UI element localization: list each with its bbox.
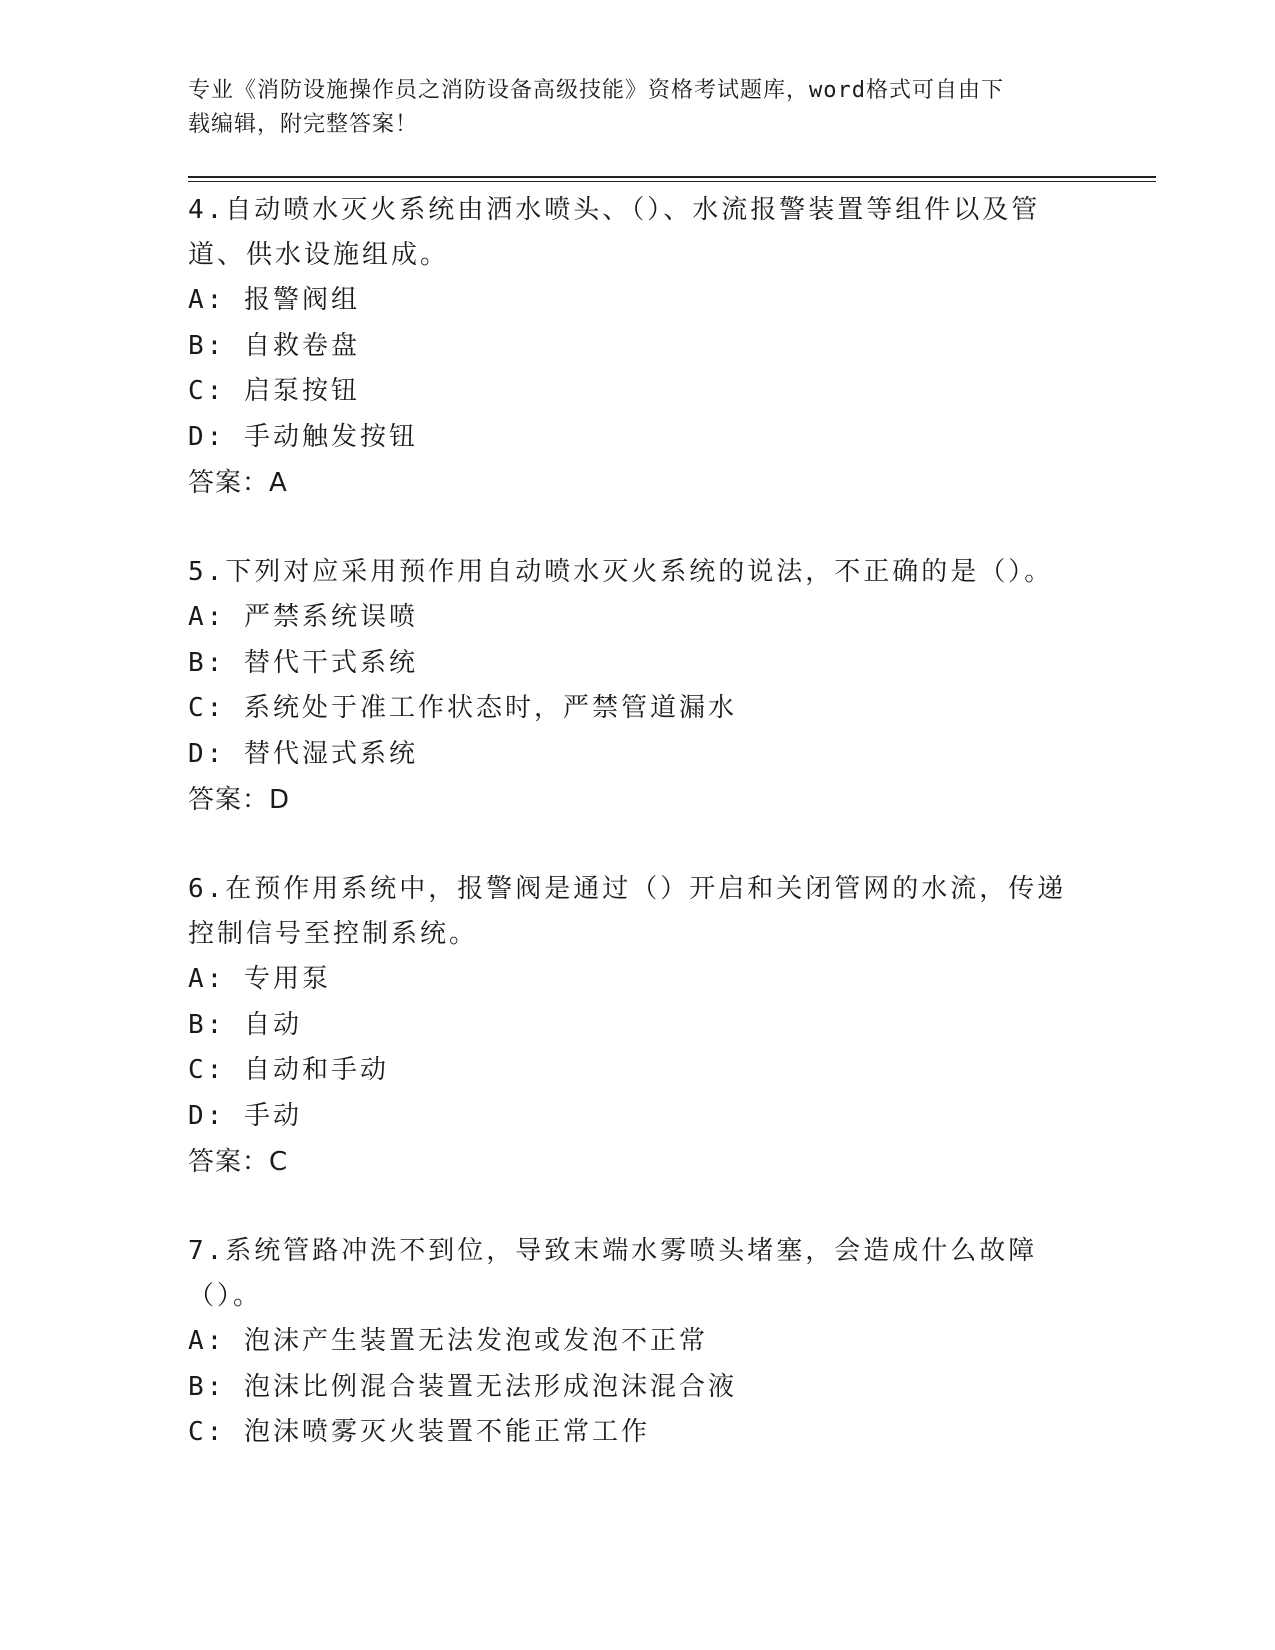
answer-line: 答案：D bbox=[188, 785, 291, 815]
option-b: B: 泡沫比例混合装置无法形成泡沫混合液 bbox=[188, 1371, 737, 1402]
answer-line: 答案：C bbox=[188, 1147, 289, 1177]
option-c: C: 自动和手动 bbox=[188, 1055, 389, 1085]
option-b: B: 自救卷盘 bbox=[188, 330, 360, 361]
header-divider-thin bbox=[188, 181, 1156, 182]
option-c: C: 泡沫喷雾灭火装置不能正常工作 bbox=[188, 1417, 650, 1447]
header-line-1: 专业《消防设施操作员之消防设备高级技能》资格考试题库，word格式可自由下 bbox=[188, 78, 1004, 103]
question-text: 4.自动喷水灭火系统由洒水喷头、（）、水流报警装置等组件以及管道、供水设施组成。 bbox=[188, 195, 1041, 270]
option-a: A: 严禁系统误喷 bbox=[188, 602, 418, 632]
answer-line: 答案：A bbox=[188, 468, 288, 498]
question-text: 5.下列对应采用预作用自动喷水灭火系统的说法，不正确的是（）。 bbox=[188, 557, 1054, 587]
option-d: D: 替代湿式系统 bbox=[188, 738, 418, 769]
option-d: D: 手动 bbox=[188, 1100, 302, 1131]
option-d: D: 手动触发按钮 bbox=[188, 421, 418, 452]
question-5 bbox=[188, 550, 1068, 823]
option-b: B: 替代干式系统 bbox=[188, 647, 418, 678]
document-header bbox=[188, 74, 1068, 142]
question-7 bbox=[188, 1229, 1068, 1456]
question-text: 6.在预作用系统中，报警阀是通过（）开启和关闭管网的水流，传递控制信号至控制系统。 bbox=[188, 874, 1067, 949]
option-a: A: 泡沫产生装置无法发泡或发泡不正常 bbox=[188, 1326, 708, 1356]
option-a: A: 专用泵 bbox=[188, 964, 331, 994]
question-4 bbox=[188, 188, 1068, 506]
question-6 bbox=[188, 867, 1068, 1185]
option-a: A: 报警阀组 bbox=[188, 285, 360, 315]
option-c: C: 启泵按钮 bbox=[188, 376, 360, 406]
option-c: C: 系统处于准工作状态时，严禁管道漏水 bbox=[188, 693, 737, 723]
header-line-2: 载编辑，附完整答案！ bbox=[188, 112, 419, 137]
question-text: 7.系统管路冲洗不到位，导致末端水雾喷头堵塞，会造成什么故障（）。 bbox=[188, 1236, 1038, 1311]
question-list bbox=[188, 188, 1068, 1500]
header-divider-thick bbox=[188, 176, 1156, 178]
option-b: B: 自动 bbox=[188, 1009, 302, 1040]
